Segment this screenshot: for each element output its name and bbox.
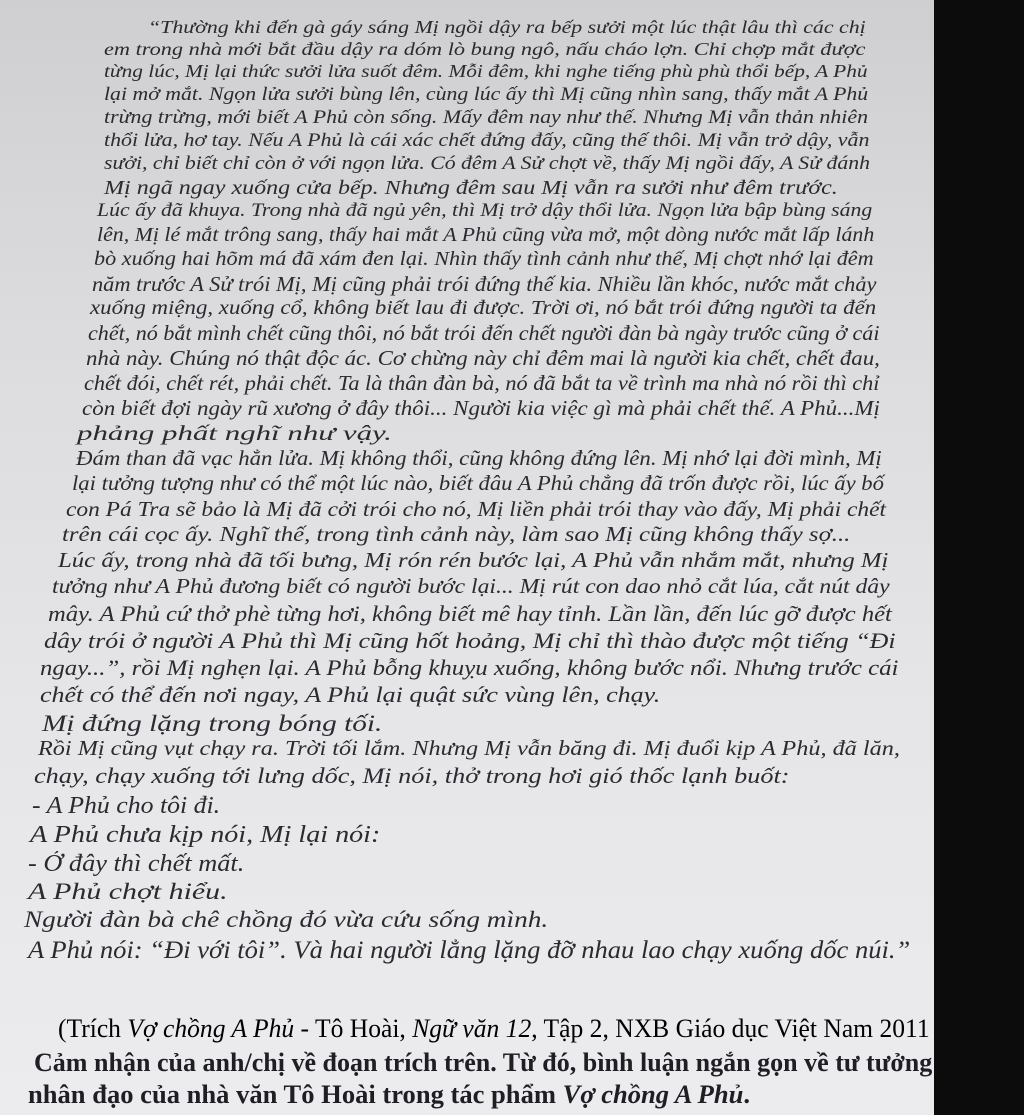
source-citation	[58, 1016, 930, 1042]
passage-line: A Phủ chợt hiểu.	[28, 879, 228, 904]
passage-line: lại mở mắt. Ngọn lửa sưởi bùng lên, cùng lúc ấy thì Mị cũng nhìn sang, thấy mắt A Phủ	[104, 84, 869, 105]
passage-line: Rồi Mị cũng vụt chạy ra. Trời tối lắm. Nhưng Mị vẫn băng đi. Mị đuổi kịp A Phủ, đã lăn,	[38, 736, 900, 760]
passage-line: Người đàn bà chê chồng đó vừa cứu sống mình.	[24, 907, 549, 932]
passage-line: Lúc ấy đã khuya. Trong nhà đã ngủ yên, thì Mị trở dậy thổi lửa. Ngọn lửa bập bùng sáng	[97, 200, 873, 221]
passage-line: tưởng như A Phủ đương biết có người bước lại... Mị rút con dao nhỏ cắt lúa, cắt nút dây	[52, 574, 890, 598]
passage-line: “Thường khi đến gà gáy sáng Mị ngồi dậy ra bếp sưởi một lúc thật lâu thì các chị	[148, 17, 866, 37]
question-text: nhân đạo của nhà văn Tô Hoài trong tác phẩm	[28, 1080, 563, 1109]
passage-line: phảng phất nghĩ như vậy.	[77, 421, 392, 445]
passage-line: lại tưởng tượng như có thể một lúc nào, biết đâu A Phủ chẳng đã trốn được rồi, lúc ấy bố	[72, 471, 884, 495]
passage-line: chạy, chạy xuống tới lưng dốc, Mị nói, thở trong hơi gió thốc lạnh buốt:	[34, 763, 790, 788]
citation-work-title: Vợ chồng A Phủ	[127, 1014, 295, 1043]
passage-line: chết đói, chết rét, phải chết. Ta là thân đàn bà, nó đã bắt ta về trình ma nhà nó rồi thì chỉ	[84, 371, 880, 395]
passage-line: trừng trừng, mới biết A Phủ còn sống. Mấy đêm nay như thế. Nhưng Mị vẫn thản nhiên	[104, 107, 869, 128]
passage-line: ngay...”, rồi Mị nghẹn lại. A Phủ bỗng khuỵu xuống, không bước nổi. Nhưng trước cái	[40, 655, 899, 680]
passage-line: từng lúc, Mị lại thức sưởi lửa suốt đêm. Mỗi đêm, khi nghe tiếng phù phù thổi bếp, A Phủ	[104, 61, 868, 81]
passage-line: Đám than đã vạc hẳn lửa. Mị không thổi, cũng không đứng lên. Mị nhớ lại đời mình, Mị	[76, 446, 882, 470]
passage-line: Mị đứng lặng trong bóng tối.	[42, 711, 383, 736]
passage-line: nhà này. Chúng nó thật độc ác. Cơ chừng này chỉ đêm mai là người kia chết, chết đau,	[86, 346, 880, 370]
passage-line: em trong nhà mới bắt đầu dậy ra dóm lò bung ngô, nấu cháo lợn. Chỉ chợp mắt được	[104, 39, 866, 59]
passage-line: Mị ngã ngay xuống cửa bếp. Nhưng đêm sau Mị vẫn ra sưởi như đêm trước.	[104, 177, 838, 199]
passage-line: mây. A Phủ cứ thở phè từng hơi, không biết mê hay tỉnh. Lần lần, đến lúc gỡ được hết	[48, 601, 892, 626]
passage-line: xuống miệng, xuống cổ, không biết lau đi được. Trời ơi, nó bắt trói đứng người ta đến	[90, 297, 877, 319]
passage-line: năm trước A Sử trói Mị, Mị cũng phải trói đứng thế kia. Nhiều lần khóc, nước mắt chảy	[92, 272, 877, 296]
passage-line: - A Phủ cho tôi đi.	[32, 793, 221, 819]
citation-publisher: , Tập 2, NXB Giáo dục Việt Nam 2011	[531, 1014, 930, 1043]
citation-book-title: Ngữ văn 12	[412, 1014, 532, 1043]
passage-line: Lúc ấy, trong nhà đã tối bưng, Mị rón rén bước lại, A Phủ vẫn nhắm mắt, nhưng Mị	[58, 548, 889, 572]
question-end: .	[743, 1080, 751, 1109]
passage-line: sưởi, chỉ biết chỉ còn ở với ngọn lửa. Có đêm A Sử chợt về, thấy Mị ngồi đấy, A Sử đánh	[104, 153, 871, 174]
passage-line: trên cái cọc ấy. Nghĩ thế, trong tình cảnh này, làm sao Mị cũng không thấy sợ...	[62, 522, 851, 546]
essay-question-line-1: Cảm nhận của anh/chị về đoạn trích trên. Từ đó, bình luận ngắn gọn về tư tưởng	[34, 1048, 933, 1077]
dark-background-edge	[934, 0, 1024, 1115]
passage-line: - Ở đây thì chết mất.	[28, 851, 245, 877]
passage-line: bò xuống hai hõm má đã xám đen lại. Nhìn thấy tình cảnh như thế, Mị chợt nhớ lại đêm	[94, 248, 874, 270]
passage-line: chết, nó bắt mình chết cũng thôi, nó bắt trói đến chết người đàn bà ngày trước cũng ở cái	[88, 321, 880, 345]
passage-line: A Phủ chưa kịp nói, Mị lại nói:	[30, 822, 381, 848]
passage-line: con Pá Tra sẽ bảo là Mị đã cởi trói cho nó, Mị liền phải trói thay vào đấy, Mị phải chết	[66, 497, 887, 521]
question-work-title: Vợ chồng A Phủ	[562, 1080, 744, 1109]
passage-line: thổi lửa, hơ tay. Nếu A Phủ là cái xác chết đứng đấy, cũng thế thôi. Mị vẫn trở dậy, vẫn	[104, 130, 870, 151]
citation-author: - Tô Hoài,	[294, 1014, 413, 1043]
passage-line: chết có thể đến nơi ngay, A Phủ lại quật sức vùng lên, chạy.	[40, 682, 661, 707]
passage-line: A Phủ nói: “Đi với tôi”. Và hai người lẳng lặng đỡ nhau lao chạy xuống dốc núi.”	[28, 937, 911, 964]
passage-line: dây trói ở người A Phủ thì Mị cũng hốt hoảng, Mị chỉ thì thào được một tiếng “Đi	[44, 628, 896, 653]
essay-question-line-2	[28, 1080, 750, 1110]
citation-open: (Trích	[58, 1014, 128, 1043]
passage-line: lên, Mị lé mắt trông sang, thấy hai mắt A Phủ cũng vừa mở, một dòng nước mắt lấp lánh	[97, 224, 875, 246]
passage-line: còn biết đợi ngày rũ xương ở đây thôi... Người kia việc gì mà phải chết thế. A Phủ...Mị	[82, 396, 880, 420]
